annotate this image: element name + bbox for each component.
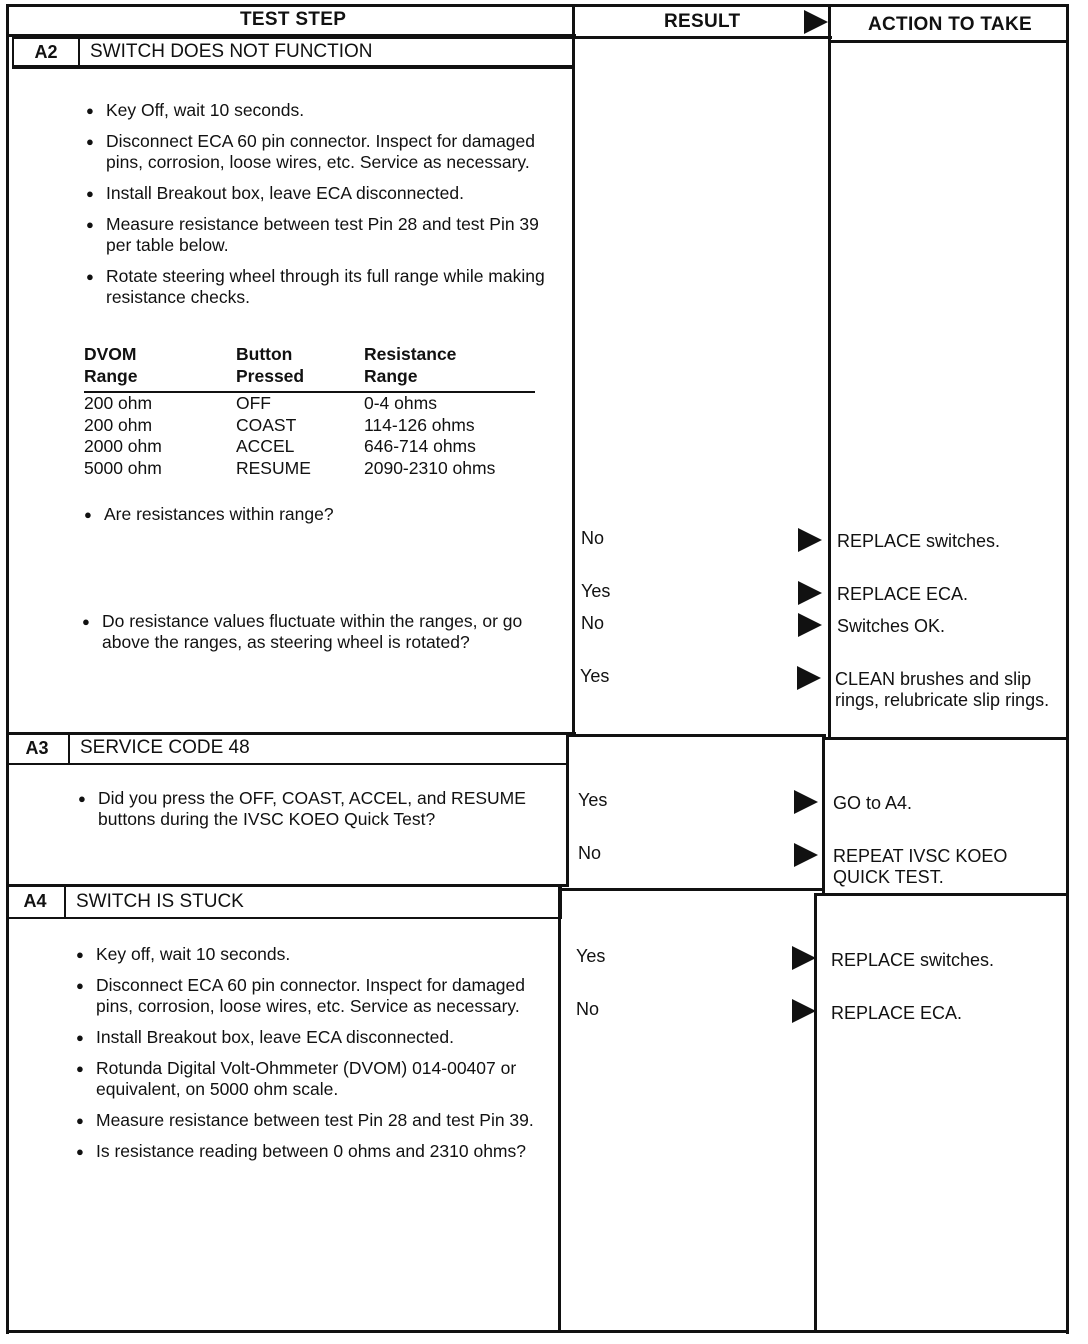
header-test-step: TEST STEP xyxy=(240,9,347,30)
action-text: REPLACE switches. xyxy=(831,950,995,970)
table-cell: 2000 ohm xyxy=(84,436,162,456)
step-a2-question-1 xyxy=(82,504,552,535)
table-cell: 5000 ohm xyxy=(84,457,162,478)
column-divider-1c xyxy=(558,884,561,1332)
arrow-icon xyxy=(792,946,816,970)
table-header-cell: Resistance Range xyxy=(364,344,457,386)
table-header-cell: DVOM Range xyxy=(84,344,138,386)
step-a3-top-rule-mid xyxy=(566,734,826,737)
arrow-icon xyxy=(798,528,822,552)
column-divider-1a xyxy=(572,4,575,734)
result-label: No xyxy=(581,528,605,548)
table-row xyxy=(84,458,535,480)
column-divider-2a xyxy=(828,4,831,738)
action-text: REPLACE switches. xyxy=(837,531,1001,551)
list-item: ● Is resistance reading between 0 ohms and 2310 ohms? xyxy=(74,1141,544,1162)
table-header-row xyxy=(84,344,535,392)
header-rule-mid xyxy=(572,36,832,39)
step-a2-bullet-list xyxy=(84,100,554,318)
list-item: ● Measure resistance between test Pin 28 and test Pin 39. xyxy=(74,1110,544,1131)
frame-right-border xyxy=(1066,4,1069,1334)
step-a4-bullet-list xyxy=(74,944,544,1172)
list-item: ● Are resistances within range? xyxy=(82,504,552,525)
result-arrow-icon xyxy=(804,10,828,34)
step-a4-id: A4 xyxy=(6,886,66,917)
step-a3-header xyxy=(6,733,569,765)
action-text: REPLACE ECA. xyxy=(837,584,969,604)
list-item: ● Install Breakout box, leave ECA disconnected. xyxy=(84,183,554,204)
result-label: No xyxy=(581,613,605,633)
table-cell: 2090-2310 ohms xyxy=(364,457,496,478)
arrow-icon xyxy=(797,666,821,690)
step-a3-title: SERVICE CODE 48 xyxy=(80,737,250,758)
result-label: Yes xyxy=(576,946,606,966)
header-result: RESULT xyxy=(664,11,741,32)
table-row xyxy=(84,415,535,437)
list-item: ● Install Breakout box, leave ECA disconnected. xyxy=(74,1027,544,1048)
column-divider-2b xyxy=(822,738,825,894)
list-item: ● Disconnect ECA 60 pin connector. Inspect for damaged pins, corrosion, loose wires, etc. Service as necessary. xyxy=(84,131,554,173)
result-label: Yes xyxy=(580,666,610,686)
table-cell: 114-126 ohms xyxy=(364,414,475,435)
step-a4-top-rule-mid xyxy=(560,888,824,891)
result-label: Yes xyxy=(578,790,608,810)
frame-left-border xyxy=(6,4,9,1334)
frame-top-border xyxy=(6,4,1069,7)
list-item: ● Do resistance values fluctuate within the ranges, or go above the ranges, as steering wheel is rotated? xyxy=(80,611,555,653)
step-a2-underline xyxy=(12,67,574,69)
action-text: CLEAN brushes and slip rings, relubricate slip rings. xyxy=(835,669,1050,710)
result-label: No xyxy=(576,999,600,1019)
step-a3-question xyxy=(76,788,546,840)
list-item: ● Rotunda Digital Volt-Ohmmeter (DVOM) 014-00407 or equivalent, on 5000 ohm scale. xyxy=(74,1058,544,1100)
resistance-table xyxy=(84,344,535,479)
step-a4-top-rule-right xyxy=(814,893,1068,896)
table-cell: COAST xyxy=(236,414,297,435)
header-rule-right xyxy=(828,40,1068,43)
list-item: ● Measure resistance between test Pin 28 and test Pin 39 per table below. xyxy=(84,214,554,256)
action-text: Switches OK. xyxy=(837,616,946,636)
table-cell: OFF xyxy=(236,393,271,413)
step-a4-header xyxy=(6,886,562,919)
step-a3-id: A3 xyxy=(6,733,70,763)
arrow-icon xyxy=(798,581,822,605)
table-cell: 646-714 ohms xyxy=(364,436,476,456)
list-item: ● Key off, wait 10 seconds. xyxy=(74,944,544,965)
table-cell: 200 ohm xyxy=(84,393,153,413)
arrow-icon xyxy=(798,613,822,637)
list-item: ● Did you press the OFF, COAST, ACCEL, and RESUME buttons during the IVSC KOEO Quick Test? xyxy=(76,788,546,830)
table-row xyxy=(84,392,535,415)
table-cell: ACCEL xyxy=(236,436,295,456)
arrow-icon xyxy=(792,999,816,1023)
result-label: Yes xyxy=(581,581,611,601)
table-header-cell: Button Pressed xyxy=(236,344,305,386)
table-cell: 200 ohm xyxy=(84,414,153,435)
step-a4-title: SWITCH IS STUCK xyxy=(76,890,244,912)
action-text: REPLACE ECA. xyxy=(831,1003,963,1023)
frame-bottom-border xyxy=(6,1330,1069,1333)
list-item: ● Disconnect ECA 60 pin connector. Inspect for damaged pins, corrosion, loose wires, etc. Service as necessary. xyxy=(74,975,544,1017)
arrow-icon xyxy=(794,843,818,867)
step-a2-header xyxy=(12,37,574,67)
step-a2-title: SWITCH DOES NOT FUNCTION xyxy=(90,41,373,62)
table-cell: RESUME xyxy=(236,457,311,478)
header-action: ACTION TO TAKE xyxy=(868,14,1032,35)
action-text: REPEAT IVSC KOEO QUICK TEST. xyxy=(833,846,1008,887)
list-item: ● Key Off, wait 10 seconds. xyxy=(84,100,554,121)
action-text: GO to A4. xyxy=(833,793,913,813)
table-row xyxy=(84,436,535,458)
step-a2-question-2 xyxy=(80,611,555,663)
result-label: No xyxy=(578,843,602,863)
list-item: ● Rotate steering wheel through its full range while making resistance checks. xyxy=(84,266,554,308)
table-cell: 0-4 ohms xyxy=(364,393,437,413)
arrow-icon xyxy=(794,790,818,814)
step-a3-top-rule-right xyxy=(822,737,1068,740)
step-a2-id: A2 xyxy=(14,39,80,65)
